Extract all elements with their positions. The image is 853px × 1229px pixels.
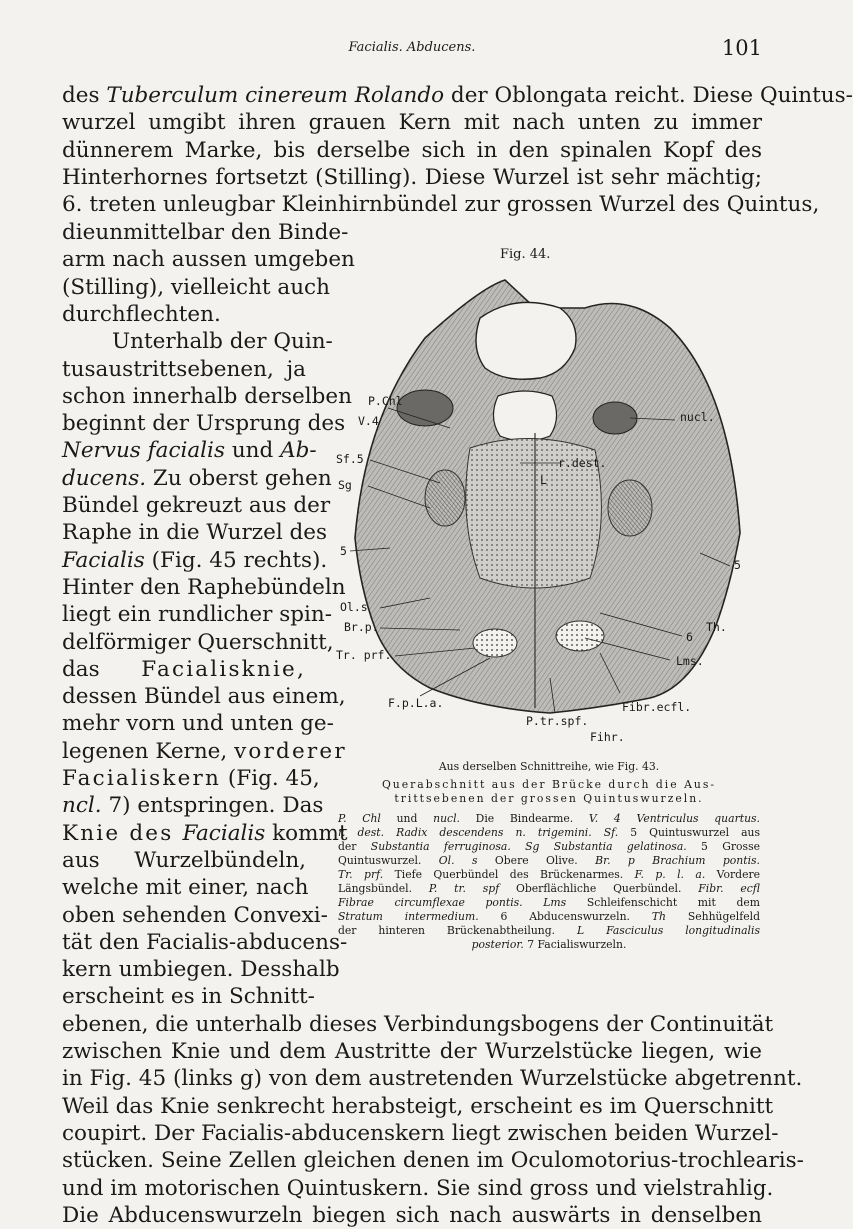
caption-legend-line: Stratum intermedium. 6 Abducenswurzeln. Th Sehhügelfeld <box>338 910 760 923</box>
text-line: Unterhalb der Quin- <box>112 329 333 355</box>
caption-legend-line: Fibrae circumflexae pontis. Lms Schleifenschicht mit dem <box>338 896 760 909</box>
text-line: Facialiskern (Fig. 45, <box>62 766 320 791</box>
label-p-chl: P.Chl <box>368 394 403 408</box>
caption-title-line-2: trittsebenen der grossen Quintuswurzeln. <box>394 792 704 805</box>
label-5-left: 5 <box>340 544 347 558</box>
italic-text: Br. p Brachium pontis. <box>595 854 760 867</box>
text-line: Hinterhornes fortsetzt (Stilling). Diese Wurzel ist sehr mächtig; <box>62 164 762 190</box>
italic-text: P. Chl <box>338 812 381 825</box>
italic-text: Stratum intermedium. <box>338 910 479 923</box>
italic-text: Facialis <box>62 547 145 573</box>
label-fibr-ecfl: Fibr.ecfl. <box>622 700 692 714</box>
label-sf5: Sf.5 <box>336 452 364 466</box>
text-line: delförmiger Querschnitt, <box>62 629 334 655</box>
text-line: mehr vorn und unten ge- <box>62 711 334 737</box>
page-header <box>62 36 762 60</box>
text-line: des Tuberculum cinereum Rolando der Oblongata reicht. Diese Quintus- <box>62 83 853 108</box>
text-line: wurzel umgibt ihren grauen Kern mit nach unten zu immer <box>62 110 762 136</box>
caption-legend-line: r. dest. Radix descendens n. trigemini. Sf. 5 Quintuswurzel aus <box>338 826 760 839</box>
italic-text: Tr. prf. <box>338 868 384 881</box>
text-line: 6. treten unleugbar Kleinhirnbündel zur grossen Wurzel des Quintus, <box>62 192 820 218</box>
label-fihr: Fihr. <box>590 730 625 744</box>
text-line: coupirt. Der Facialis-abducenskern liegt zwischen beiden Wurzel- <box>62 1120 779 1146</box>
text-line: dieunmittelbar den Binde- <box>62 220 349 245</box>
italic-text: ncl. <box>62 793 102 819</box>
label-lms: Lms. <box>676 654 704 668</box>
figure-label: Fig. 44. <box>500 247 551 262</box>
italic-text: Tuberculum cinereum Rolando <box>106 83 445 108</box>
spaced-text: Facialisknie, <box>141 656 306 682</box>
text-line: und im motorischen Quintuskern. Sie sind gross und vielstrahlig. <box>62 1175 774 1201</box>
text-line: durchflechten. <box>62 301 221 327</box>
spaced-text: Facialiskern <box>62 766 222 791</box>
caption-legend-line: Tr. prf. Tiefe Querbündel des Brückenarmes. F. p. l. a. Vordere <box>338 868 761 881</box>
italic-text: Substantia ferruginosa. Sg Substantia gelatinosa. <box>370 840 687 853</box>
caption-legend-line: Längsbündel. P. tr. spf Oberflächliche Querbündel. Fibr. ecfl <box>338 882 760 895</box>
caption-legend-line: Quintuswurzel. Ol. s Obere Olive. Br. p Brachium pontis. <box>338 854 760 867</box>
text-line: ducens. Zu oberst gehen <box>62 465 332 491</box>
text-line: Die Abducenswurzeln biegen sich nach auswärts in denselben <box>62 1202 762 1228</box>
running-title: Facialis. Abducens. <box>348 40 476 55</box>
text-line: ebenen, die unterhalb dieses Verbindungsbogens der Continuität <box>62 1011 774 1037</box>
text-line: zwischen Knie und dem Austritte der Wurzelstücke liegen, wie <box>62 1039 762 1064</box>
label-p-tr-spf: P.tr.spf. <box>526 714 589 728</box>
text-line: legenen Kerne, vorderer <box>62 738 347 764</box>
italic-text: Th <box>651 910 666 923</box>
italic-text: r. dest. Radix descendens n. trigemini. Sf. <box>338 826 619 839</box>
italic-text: Fibrae circumflexae pontis. Lms <box>338 896 567 909</box>
caption-title-line-1: Querabschnitt aus der Brücke durch die Aus- <box>381 778 717 791</box>
caption-source-line: Aus derselben Schnittreihe, wie Fig. 43. <box>438 760 660 773</box>
italic-text: Ol. s <box>438 854 478 867</box>
text-line: Knie des Facialis kommt <box>62 820 348 846</box>
page-number: 101 <box>721 36 762 60</box>
label-nucl: nucl. <box>680 410 715 424</box>
italic-text: ducens. <box>62 465 147 491</box>
text-line: tusaustrittsebenen, ja <box>62 356 306 382</box>
label-tr-prf: Tr. prf. <box>336 648 392 662</box>
text-line: Facialis (Fig. 45 rechts). <box>62 547 328 573</box>
italic-text: P. tr. spf <box>428 882 500 895</box>
text-line: kern umbiegen. Desshalb <box>62 957 340 983</box>
text-line: Bündel gekreuzt aus der <box>62 493 331 518</box>
text-line: Raphe in die Wurzel des <box>62 520 328 546</box>
label-br-p: Br.p. <box>344 620 379 634</box>
caption-legend-line: P. Chl und nucl. Die Bindearme. V. 4 Ventriculus quartus. <box>338 812 760 825</box>
text-line: erscheint es in Schnitt- <box>62 984 315 1010</box>
italic-text: nucl. <box>433 812 460 825</box>
cross-section-illustration <box>330 268 760 753</box>
text-line: beginnt der Ursprung des <box>62 411 346 437</box>
text-line: tät den Facialis-abducens- <box>62 929 348 955</box>
text-line: das Facialisknie, <box>62 656 306 682</box>
italic-text: posterior. <box>471 938 524 951</box>
spaced-text: Knie des <box>62 820 183 846</box>
caption-legend-line: der hinteren Brückenabtheilung. L Fasciculus longitudinalis <box>338 924 760 937</box>
italic-text: L Fasciculus longitudinalis <box>577 924 760 937</box>
text-line: dessen Bündel aus einem, <box>62 684 346 710</box>
text-line: ncl. 7) entspringen. Das <box>62 793 324 819</box>
text-line: Hinter den Raphebündeln <box>62 574 346 600</box>
text-line: schon innerhalb derselben <box>62 383 352 409</box>
caption-legend-line: posterior. 7 Facialiswurzeln. <box>471 938 627 951</box>
text-line: Weil das Knie senkrecht herabsteigt, erscheint es im Querschnitt <box>62 1093 774 1119</box>
italic-text: Fibr. ecfl <box>698 882 760 895</box>
text-line: aus Wurzelbündeln, <box>62 847 306 873</box>
text-line: Nervus facialis und Ab- <box>62 438 317 464</box>
italic-text: V. 4 Ventriculus quartus. <box>588 812 760 825</box>
caption-legend-line: der Substantia ferruginosa. Sg Substantia gelatinosa. 5 Grosse <box>338 840 760 853</box>
text-line: in Fig. 45 (links g) von dem austretenden Wurzelstücke abgetrennt. <box>62 1066 803 1092</box>
italic-text: Ab- <box>280 438 317 464</box>
label-6: 6 <box>686 630 693 644</box>
label-v4: V.4 <box>358 414 379 428</box>
label-th: Th. <box>706 620 727 634</box>
label-l: L <box>540 473 547 487</box>
text-line: dünnerem Marke, bis derselbe sich in den spinalen Kopf des <box>62 137 762 163</box>
label-f-p-l-a: F.p.L.a. <box>388 696 444 710</box>
italic-text: F. p. l. a. <box>634 868 706 881</box>
figure-brainstem-section <box>330 268 760 753</box>
text-line: (Stilling), vielleicht auch <box>62 274 330 300</box>
italic-text: Nervus facialis <box>62 438 225 464</box>
spaced-text: vorderer <box>234 738 347 764</box>
text-line: oben sehenden Convexi- <box>62 902 328 928</box>
label-ol-s: Ol.s <box>340 600 368 614</box>
text-line: arm nach aussen umgeben <box>62 247 355 273</box>
text-line: stücken. Seine Zellen gleichen denen im Oculomotorius-trochlearis- <box>62 1148 804 1174</box>
label-sg: Sg <box>338 478 352 492</box>
figure-caption <box>338 760 760 952</box>
label-5-right: 5 <box>734 558 741 572</box>
text-line: welche mit einer, nach <box>62 875 309 901</box>
caption-legend <box>338 812 760 952</box>
label-r-dest: r.dest. <box>558 456 607 470</box>
italic-text: Facialis <box>182 820 266 846</box>
text-line: liegt ein rundlicher spin- <box>62 602 332 628</box>
